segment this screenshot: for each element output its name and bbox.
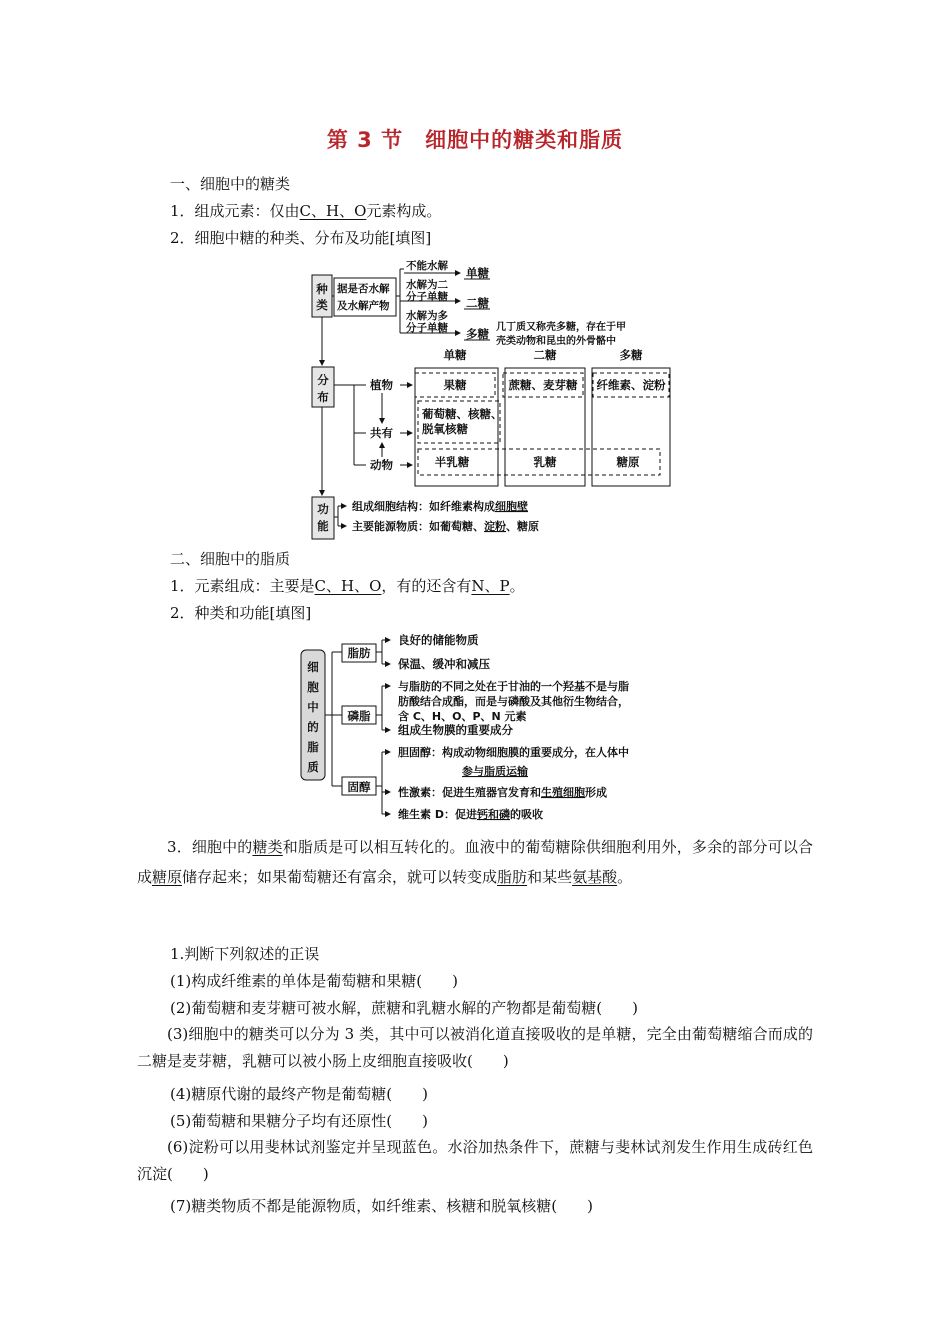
col-head-poly: 多糖 [619, 348, 643, 362]
main-char-3: 中 [307, 700, 319, 714]
main-char-4: 的 [307, 720, 319, 734]
phospholipid-desc-2: 肪酸结合成酯，而是与磷酸及其他衍生物结合， [398, 695, 629, 708]
vitamin-d-desc: 维生素 D：促进钙和磷的吸收 [398, 808, 543, 821]
basis-line1: 据是否水解 [337, 283, 390, 295]
phospholipid-desc-3: 含 C、H、O、P、N 元素 [398, 710, 527, 723]
col-head-di: 二糖 [533, 348, 557, 362]
sugar-elements-line: 1．组成元素：仅由C、H、O元素构成。 [170, 202, 442, 220]
col-head-mono: 单糖 [443, 348, 467, 362]
cell-shared-2: 脱氧核糖 [422, 422, 468, 436]
cond-no-hydrolysis: 不能水解 [406, 260, 448, 272]
cond-many-a: 水解为多 [406, 310, 448, 322]
label-fen: 分 [317, 373, 329, 387]
lipid-elements-line: 1．元素组成：主要是C、H、O，有的还含有N、P。 [170, 577, 525, 595]
sex-hormone-desc: 性激素：促进生殖器官发育和生殖细胞形成 [398, 786, 607, 799]
sugar-classification-diagram [300, 255, 680, 540]
judge-item-6: (6)淀粉可以用斐林试剂鉴定并呈现蓝色。水浴加热条件下，蔗糖与斐林试剂发生作用生成砖红色沉淀( ) [137, 1138, 813, 1183]
result-monosaccharide: 单糖 [466, 266, 489, 280]
main-char-2: 胞 [307, 680, 319, 694]
page-title: 第 3 节 细胞中的糖类和脂质 [326, 128, 624, 152]
phospholipid-func: 组成生物膜的重要成分 [398, 723, 513, 737]
label-animal: 动物 [370, 458, 393, 472]
label-shared: 共有 [370, 426, 393, 440]
fat-func-2: 保温、缓冲和减压 [398, 657, 490, 671]
chitin-note-1: 几丁质又称壳多糖，存在于甲 [496, 322, 626, 333]
label-lei: 类 [316, 298, 328, 312]
judge-heading: 1.判断下列叙述的正误 [170, 945, 320, 963]
label-gong: 功 [317, 502, 329, 516]
label-bu: 布 [317, 390, 329, 404]
type-sterol: 固醇 [347, 780, 371, 794]
cond-two-b: 分子单糖 [406, 291, 448, 303]
main-char-1: 细 [307, 660, 319, 674]
function-energy: 主要能源物质：如葡萄糖、淀粉、糖原 [352, 520, 539, 533]
judge-item-3: (3)细胞中的糖类可以分为 3 类，其中可以被消化道直接吸收的是单糖，完全由葡萄糖缩合而成的二糖是麦芽糖，乳糖可以被小肠上皮细胞直接吸收( ) [137, 1025, 813, 1070]
lipid-classification-diagram [298, 628, 688, 828]
judge-item-1: (1)构成纤维素的单体是葡萄糖和果糖( ) [170, 972, 458, 990]
main-char-6: 质 [307, 760, 319, 774]
section-heading-sugars: 一、细胞中的糖类 [170, 175, 291, 193]
judge-item-4: (4)糖原代谢的最终产物是葡萄糖( ) [170, 1085, 428, 1103]
type-phospholipid: 磷脂 [347, 709, 371, 723]
conversion-paragraph: 3．细胞中的糖类和脂质是可以相互转化的。血液中的葡萄糖除供细胞利用外，多余的部分可以合成糖原储存起来；如果葡萄糖还有富余，就可以转变成脂肪和某些氨基酸。 [137, 838, 813, 886]
section-heading-lipids: 二、细胞中的脂质 [170, 550, 291, 568]
label-neng: 能 [317, 519, 329, 533]
cell-sucrose-maltose: 蔗糖、麦芽糖 [508, 378, 578, 392]
label-zhong: 种 [316, 282, 328, 296]
phospholipid-desc-1: 与脂肪的不同之处在于甘油的一个羟基不是与脂 [398, 680, 629, 693]
sugar-diagram-caption: 2．细胞中糖的种类、分布及功能[填图] [170, 229, 432, 247]
function-structure: 组成细胞结构：如纤维素构成细胞壁 [352, 500, 528, 513]
judge-item-7: (7)糖类物质不都是能源物质，如纤维素、核糖和脱氧核糖( ) [170, 1197, 593, 1215]
cond-two-a: 水解为二 [406, 279, 448, 291]
chitin-note-2: 壳类动物和昆虫的外骨骼中 [496, 336, 616, 347]
fat-func-1: 良好的储能物质 [398, 633, 479, 647]
lipid-diagram-caption: 2．种类和功能[填图] [170, 604, 312, 622]
basis-line2: 及水解产物 [337, 300, 390, 312]
cond-many-b: 分子单糖 [406, 322, 448, 334]
judge-item-5: (5)葡萄糖和果糖分子均有还原性( ) [170, 1112, 428, 1130]
result-polysaccharide: 多糖 [466, 327, 489, 341]
cell-glycogen: 糖原 [616, 455, 640, 469]
cell-shared-1: 葡萄糖、核糖、 [422, 407, 503, 421]
cell-lactose: 乳糖 [533, 455, 557, 469]
main-char-5: 脂 [307, 740, 319, 754]
judge-item-2: (2)葡萄糖和麦芽糖可被水解，蔗糖和乳糖水解的产物都是葡萄糖( ) [170, 999, 638, 1017]
cell-galactose: 半乳糖 [434, 455, 470, 469]
type-fat: 脂肪 [347, 646, 371, 660]
cholesterol-desc-1: 胆固醇：构成动物细胞膜的重要成分，在人体中 [398, 746, 629, 759]
cell-fructose: 果糖 [443, 378, 467, 392]
label-plant: 植物 [370, 378, 393, 392]
result-disaccharide: 二糖 [466, 296, 489, 310]
cholesterol-desc-2: 参与脂质运输 [462, 765, 528, 778]
cell-cellulose-starch: 纤维素、淀粉 [596, 378, 666, 392]
